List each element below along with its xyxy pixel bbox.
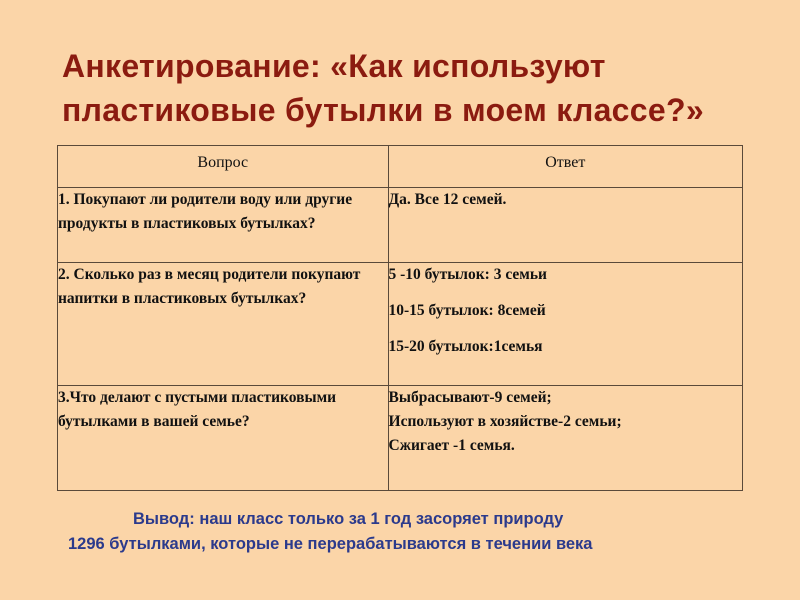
- answer-line: Выбрасывают-9 семей;: [388, 389, 552, 406]
- conclusion-line-1: Вывод: наш класс только за 1 год засоряет природу: [133, 510, 564, 528]
- answer-cell: [388, 263, 742, 386]
- question-cell: 2. Сколько раз в месяц родители покупают напитки в пластиковых бутылках?: [58, 263, 389, 386]
- table-row: [58, 386, 743, 491]
- survey-table: [57, 145, 743, 491]
- header-question: Вопрос: [58, 146, 389, 188]
- answer-cell: [388, 386, 742, 491]
- answer-line: 15-20 бутылок:1семья: [388, 338, 543, 355]
- answer-line: Да. Все 12 семей.: [388, 191, 507, 208]
- slide-title: [62, 44, 782, 132]
- table-row: [58, 263, 743, 386]
- answer-line: Сжигает -1 семья.: [388, 437, 515, 454]
- answer-cell: [388, 188, 742, 263]
- question-cell: 1. Покупают ли родители воду или другие продукты в пластиковых бутылках?: [58, 188, 389, 263]
- answer-line: Используют в хозяйстве-2 семьи;: [388, 413, 622, 430]
- header-answer: Ответ: [388, 146, 742, 188]
- slide-title-line-1: Анкетирование: «Как используют: [62, 48, 606, 84]
- answer-line: 5 -10 бутылок: 3 семьи: [388, 266, 547, 283]
- table-header-row: [58, 146, 743, 188]
- slide-title-line-2: пластиковые бутылки в моем классе?»: [62, 92, 704, 128]
- question-cell: 3.Что делают с пустыми пластиковыми бутылками в вашей семье?: [58, 386, 389, 491]
- table-row: [58, 188, 743, 263]
- conclusion-line-2: 1296 бутылками, которые не перерабатываются в течении века: [68, 535, 593, 553]
- conclusion-text: [0, 507, 800, 557]
- answer-line: 10-15 бутылок: 8семей: [388, 302, 546, 319]
